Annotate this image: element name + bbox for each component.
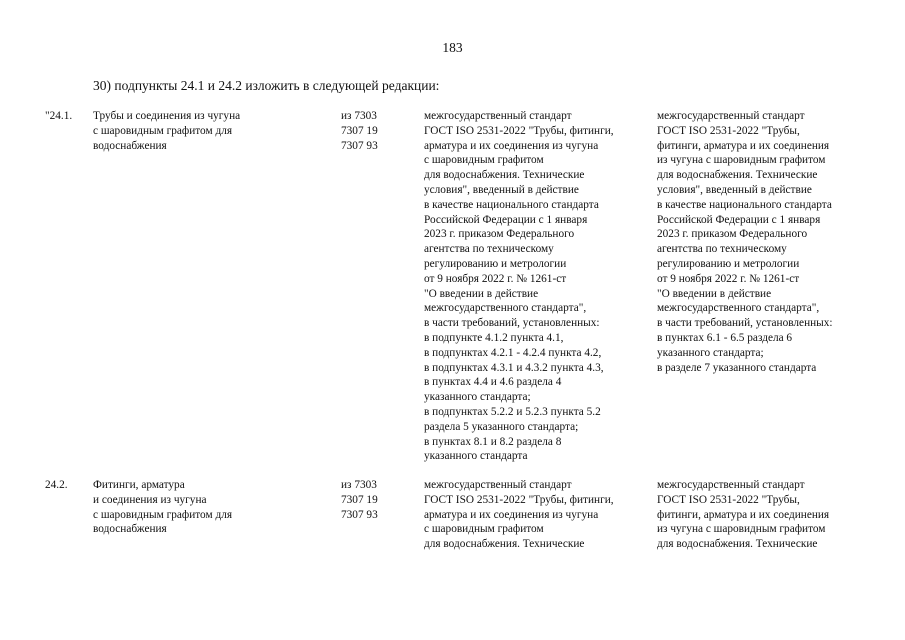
text-line: условия", введенный в действие [657, 183, 812, 196]
text-line: арматура и их соединения из чугуна [424, 508, 599, 521]
text-line: из чугуна с шаровидным графитом [657, 154, 826, 167]
text-line: ГОСТ ISO 2531-2022 "Трубы, [657, 124, 800, 137]
text-line: для водоснабжения. Технические [657, 169, 818, 182]
text-line: "О введении в действие [657, 287, 772, 300]
page-number: 183 [442, 40, 463, 55]
text-line: в качестве национального стандарта [424, 198, 599, 211]
text-line: с шаровидным графитом для [93, 124, 233, 137]
text-line: в пунктах 6.1 - 6.5 раздела 6 [657, 331, 793, 344]
text-line: Фитинги, арматура [93, 479, 185, 491]
tn-ved-codes [341, 109, 378, 153]
text-line: агентства по техническому [424, 243, 554, 256]
text-line: Трубы и соединения из чугуна [93, 110, 241, 122]
text-line: указанного стандарта [424, 450, 528, 463]
text-line: с шаровидным графитом [424, 154, 544, 167]
text-line: ГОСТ ISO 2531-2022 "Трубы, фитинги, [424, 493, 614, 506]
text-line: для водоснабжения. Технические [657, 538, 818, 551]
text-line: в подпунктах 5.2.2 и 5.2.3 пункта 5.2 [424, 405, 601, 418]
text-line: 2023 г. приказом Федерального [424, 228, 575, 241]
product-name [93, 478, 232, 537]
text-line: в качестве национального стандарта [657, 198, 832, 211]
text-line: с шаровидным графитом для [93, 508, 233, 521]
text-line: указанного стандарта; [657, 346, 764, 359]
text-line: межгосударственного стандарта", [657, 302, 820, 315]
text-line: из чугуна с шаровидным графитом [657, 523, 826, 536]
text-line: в пунктах 8.1 и 8.2 раздела 8 [424, 435, 562, 448]
text-line: от 9 ноября 2022 г. № 1261-ст [424, 272, 567, 285]
text-line: ГОСТ ISO 2531-2022 "Трубы, [657, 493, 800, 506]
text-line: в части требований, установленных: [657, 317, 833, 330]
text-line: 7307 93 [341, 139, 378, 152]
text-line: фитинги, арматура и их соединения [657, 508, 830, 521]
text-line: межгосударственный стандарт [657, 110, 805, 122]
text-line: Российской Федерации с 1 января [424, 213, 588, 226]
text-line: для водоснабжения. Технические [424, 169, 585, 182]
text-line: с шаровидным графитом [424, 523, 544, 536]
text-line: условия", введенный в действие [424, 183, 579, 196]
text-line: "О введении в действие [424, 287, 539, 300]
row-number: "24.1. [45, 110, 73, 122]
text-line: водоснабжения [93, 523, 167, 536]
text-line: фитинги, арматура и их соединения [657, 139, 830, 152]
standard-old-text [424, 109, 614, 464]
row-number: 24.2. [45, 479, 68, 491]
text-line: водоснабжения [93, 139, 167, 152]
text-line: Российской Федерации с 1 января [657, 213, 821, 226]
text-line: из 7303 [341, 110, 377, 122]
text-line: межгосударственного стандарта", [424, 302, 587, 315]
text-line: арматура и их соединения из чугуна [424, 139, 599, 152]
text-line: в подпункте 4.1.2 пункта 4.1, [424, 331, 564, 344]
text-line: 7307 93 [341, 508, 378, 521]
tn-ved-codes [341, 478, 378, 522]
text-line: регулированию и метрологии [657, 257, 800, 270]
text-line: для водоснабжения. Технические [424, 538, 585, 551]
text-line: ГОСТ ISO 2531-2022 "Трубы, фитинги, [424, 124, 614, 137]
intro-paragraph: 30) подпункты 24.1 и 24.2 изложить в следующей редакции: [93, 78, 440, 93]
text-line: в части требований, установленных: [424, 317, 600, 330]
text-line: межгосударственный стандарт [424, 110, 572, 122]
text-line: указанного стандарта; [424, 391, 531, 404]
text-line: в разделе 7 указанного стандарта [657, 361, 817, 374]
standard-new-text [657, 109, 833, 375]
text-line: регулированию и метрологии [424, 257, 567, 270]
text-line: раздела 5 указанного стандарта; [424, 420, 579, 433]
text-line: из 7303 [341, 479, 377, 491]
text-line: межгосударственный стандарт [424, 479, 572, 491]
text-line: и соединения из чугуна [93, 493, 207, 506]
text-line: 7307 19 [341, 493, 378, 506]
text-line: 7307 19 [341, 124, 378, 137]
standard-old-text [424, 478, 614, 552]
text-line: в подпунктах 4.2.1 - 4.2.4 пункта 4.2, [424, 346, 602, 359]
text-line: агентства по техническому [657, 243, 787, 256]
text-line: 2023 г. приказом Федерального [657, 228, 808, 241]
product-name [93, 109, 240, 153]
text-line: в подпунктах 4.3.1 и 4.3.2 пункта 4.3, [424, 361, 604, 374]
text-line: от 9 ноября 2022 г. № 1261-ст [657, 272, 800, 285]
standard-new-text [657, 478, 829, 552]
text-line: в пунктах 4.4 и 4.6 раздела 4 [424, 376, 562, 389]
text-line: межгосударственный стандарт [657, 479, 805, 491]
